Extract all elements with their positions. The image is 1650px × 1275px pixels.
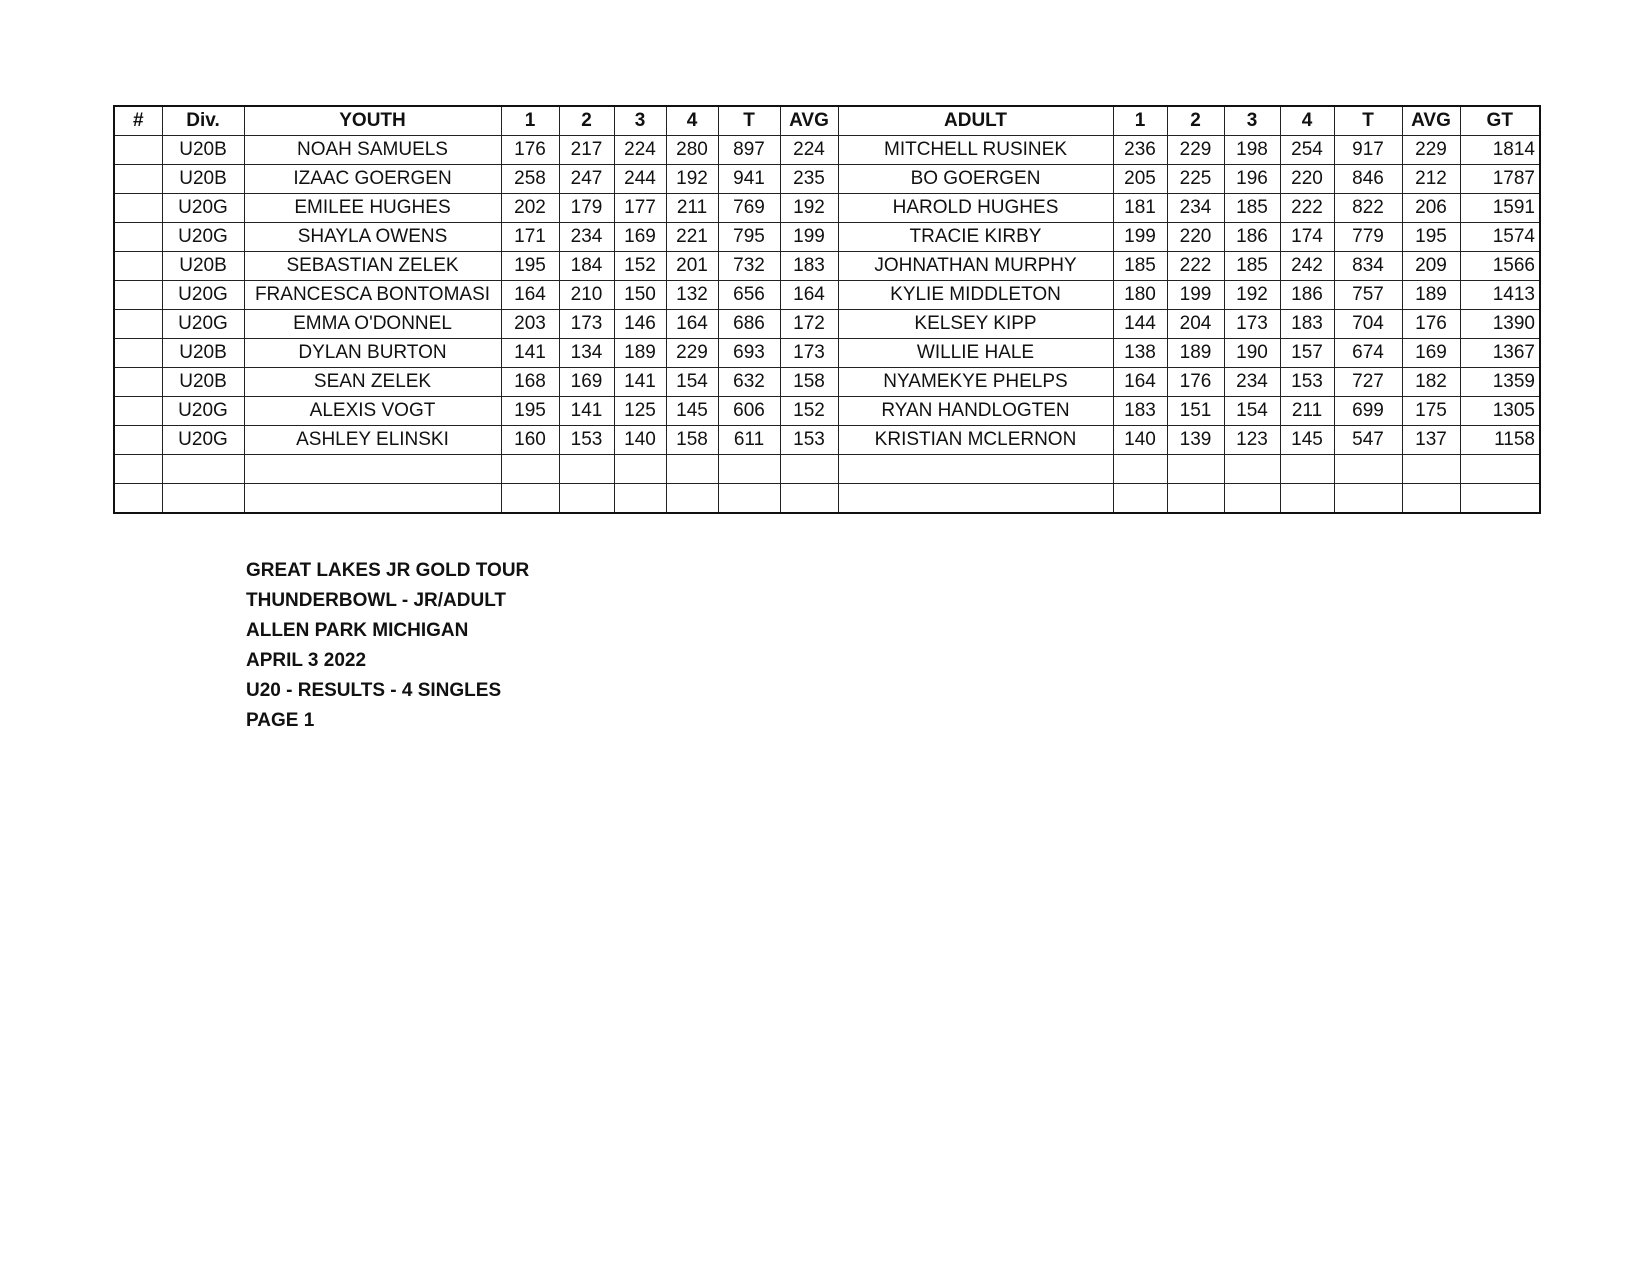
cell-youth-game-3 (614, 455, 666, 484)
cell-youth-game-4: 211 (666, 194, 718, 223)
cell-youth-game-2 (559, 455, 614, 484)
cell-adult-game-4: 157 (1280, 339, 1334, 368)
event-date: APRIL 3 2022 (246, 650, 367, 671)
cell-rank (114, 281, 162, 310)
cell-youth-name: EMILEE HUGHES (244, 194, 501, 223)
cell-adult-game-1: 236 (1113, 136, 1167, 165)
cell-adult-name: KYLIE MIDDLETON (838, 281, 1113, 310)
cell-youth-game-3 (614, 484, 666, 514)
cell-adult-game-1: 185 (1113, 252, 1167, 281)
cell-adult-game-3: 190 (1224, 339, 1280, 368)
header-adult-average: AVG (1402, 106, 1460, 136)
cell-adult-total: 917 (1334, 136, 1402, 165)
cell-adult-game-4 (1280, 484, 1334, 514)
cell-adult-game-4: 254 (1280, 136, 1334, 165)
cell-youth-name (244, 484, 501, 514)
cell-youth-game-4: 201 (666, 252, 718, 281)
cell-adult-game-3: 173 (1224, 310, 1280, 339)
cell-division: U20B (162, 252, 244, 281)
header-grand-total: GT (1460, 106, 1540, 136)
event-description: U20 - RESULTS - 4 SINGLES (246, 680, 502, 701)
cell-youth-name: ALEXIS VOGT (244, 397, 501, 426)
header-adult-game-4: 4 (1280, 106, 1334, 136)
cell-adult-name: KRISTIAN MCLERNON (838, 426, 1113, 455)
cell-youth-game-1 (501, 455, 559, 484)
cell-adult-average: 195 (1402, 223, 1460, 252)
cell-youth-name: SEAN ZELEK (244, 368, 501, 397)
cell-youth-name: FRANCESCA BONTOMASI (244, 281, 501, 310)
cell-adult-game-2: 220 (1167, 223, 1224, 252)
cell-division: U20G (162, 310, 244, 339)
cell-adult-total: 757 (1334, 281, 1402, 310)
cell-adult-game-4: 174 (1280, 223, 1334, 252)
table-row (114, 368, 1540, 397)
cell-adult-average (1402, 484, 1460, 514)
cell-rank (114, 223, 162, 252)
header-youth-game-2: 2 (559, 106, 614, 136)
cell-grand-total: 1787 (1460, 165, 1540, 194)
cell-youth-average: 199 (780, 223, 838, 252)
cell-adult-game-3 (1224, 484, 1280, 514)
cell-rank (114, 339, 162, 368)
cell-adult-name: BO GOERGEN (838, 165, 1113, 194)
cell-youth-name (244, 455, 501, 484)
cell-youth-total: 686 (718, 310, 780, 339)
cell-youth-total: 606 (718, 397, 780, 426)
cell-adult-total: 547 (1334, 426, 1402, 455)
cell-division: U20G (162, 397, 244, 426)
cell-adult-game-4: 211 (1280, 397, 1334, 426)
cell-adult-game-4: 153 (1280, 368, 1334, 397)
cell-youth-name: ASHLEY ELINSKI (244, 426, 501, 455)
cell-adult-game-1: 181 (1113, 194, 1167, 223)
cell-adult-game-1 (1113, 484, 1167, 514)
cell-youth-game-4: 192 (666, 165, 718, 194)
header-adult-game-2: 2 (1167, 106, 1224, 136)
event-venue: THUNDERBOWL - JR/ADULT (246, 590, 506, 611)
cell-youth-name: NOAH SAMUELS (244, 136, 501, 165)
cell-adult-name: JOHNATHAN MURPHY (838, 252, 1113, 281)
cell-rank (114, 484, 162, 514)
cell-youth-game-4: 132 (666, 281, 718, 310)
cell-adult-game-3: 123 (1224, 426, 1280, 455)
cell-adult-game-2: 234 (1167, 194, 1224, 223)
cell-adult-game-3: 198 (1224, 136, 1280, 165)
cell-adult-game-2 (1167, 484, 1224, 514)
cell-youth-game-3: 189 (614, 339, 666, 368)
cell-youth-game-4: 280 (666, 136, 718, 165)
cell-youth-total: 769 (718, 194, 780, 223)
cell-adult-game-3: 192 (1224, 281, 1280, 310)
cell-youth-game-1: 171 (501, 223, 559, 252)
cell-youth-average (780, 484, 838, 514)
cell-youth-game-4: 158 (666, 426, 718, 455)
cell-adult-total (1334, 484, 1402, 514)
cell-adult-name: HAROLD HUGHES (838, 194, 1113, 223)
cell-youth-game-1: 202 (501, 194, 559, 223)
cell-adult-game-3: 196 (1224, 165, 1280, 194)
cell-youth-game-2: 134 (559, 339, 614, 368)
cell-adult-average (1402, 455, 1460, 484)
cell-adult-average: 176 (1402, 310, 1460, 339)
cell-grand-total: 1591 (1460, 194, 1540, 223)
table-row (114, 426, 1540, 455)
cell-youth-name: IZAAC GOERGEN (244, 165, 501, 194)
cell-adult-total: 834 (1334, 252, 1402, 281)
cell-adult-game-2: 151 (1167, 397, 1224, 426)
cell-adult-game-3: 234 (1224, 368, 1280, 397)
cell-youth-game-1: 176 (501, 136, 559, 165)
cell-youth-game-2: 234 (559, 223, 614, 252)
cell-youth-game-2: 217 (559, 136, 614, 165)
header-youth-name: YOUTH (244, 106, 501, 136)
cell-youth-game-2: 173 (559, 310, 614, 339)
cell-adult-average: 169 (1402, 339, 1460, 368)
cell-adult-name: NYAMEKYE PHELPS (838, 368, 1113, 397)
cell-adult-average: 209 (1402, 252, 1460, 281)
cell-youth-game-3: 150 (614, 281, 666, 310)
cell-adult-game-1: 144 (1113, 310, 1167, 339)
cell-adult-average: 175 (1402, 397, 1460, 426)
cell-youth-game-3: 125 (614, 397, 666, 426)
cell-division: U20G (162, 194, 244, 223)
cell-adult-game-2: 176 (1167, 368, 1224, 397)
cell-grand-total: 1413 (1460, 281, 1540, 310)
table-row (114, 339, 1540, 368)
table-row (114, 223, 1540, 252)
cell-youth-total: 732 (718, 252, 780, 281)
cell-youth-game-3: 244 (614, 165, 666, 194)
page-number: PAGE 1 (246, 710, 315, 731)
table-header-row (114, 106, 1540, 136)
cell-youth-average: 172 (780, 310, 838, 339)
table-row (114, 281, 1540, 310)
table-body (114, 136, 1540, 514)
cell-youth-game-1: 195 (501, 252, 559, 281)
cell-adult-game-3 (1224, 455, 1280, 484)
cell-adult-name: RYAN HANDLOGTEN (838, 397, 1113, 426)
cell-youth-game-2: 169 (559, 368, 614, 397)
cell-adult-name: KELSEY KIPP (838, 310, 1113, 339)
cell-adult-total: 779 (1334, 223, 1402, 252)
cell-adult-game-2: 229 (1167, 136, 1224, 165)
cell-adult-name (838, 455, 1113, 484)
cell-adult-game-4: 220 (1280, 165, 1334, 194)
cell-adult-game-1: 140 (1113, 426, 1167, 455)
cell-rank (114, 310, 162, 339)
cell-youth-game-1: 164 (501, 281, 559, 310)
cell-adult-game-2: 199 (1167, 281, 1224, 310)
cell-youth-game-1: 160 (501, 426, 559, 455)
cell-adult-name (838, 484, 1113, 514)
cell-youth-game-2: 184 (559, 252, 614, 281)
cell-adult-total: 822 (1334, 194, 1402, 223)
event-location: ALLEN PARK MICHIGAN (246, 620, 469, 641)
cell-youth-game-2: 141 (559, 397, 614, 426)
cell-youth-average: 153 (780, 426, 838, 455)
cell-youth-name: SHAYLA OWENS (244, 223, 501, 252)
cell-youth-total: 897 (718, 136, 780, 165)
event-title: GREAT LAKES JR GOLD TOUR (246, 560, 530, 581)
cell-adult-average: 206 (1402, 194, 1460, 223)
cell-youth-average: 164 (780, 281, 838, 310)
table-row (114, 165, 1540, 194)
cell-adult-game-1: 164 (1113, 368, 1167, 397)
cell-division: U20B (162, 368, 244, 397)
cell-youth-game-1: 203 (501, 310, 559, 339)
header-adult-game-3: 3 (1224, 106, 1280, 136)
cell-adult-game-3: 186 (1224, 223, 1280, 252)
header-youth-total: T (718, 106, 780, 136)
cell-youth-game-1: 141 (501, 339, 559, 368)
cell-adult-name: TRACIE KIRBY (838, 223, 1113, 252)
cell-grand-total: 1305 (1460, 397, 1540, 426)
cell-youth-game-4 (666, 484, 718, 514)
cell-grand-total: 1574 (1460, 223, 1540, 252)
cell-division: U20G (162, 223, 244, 252)
cell-youth-total: 611 (718, 426, 780, 455)
header-adult-game-1: 1 (1113, 106, 1167, 136)
cell-youth-average: 235 (780, 165, 838, 194)
table-row (114, 484, 1540, 514)
cell-youth-game-4: 229 (666, 339, 718, 368)
cell-youth-average: 224 (780, 136, 838, 165)
cell-adult-game-2: 225 (1167, 165, 1224, 194)
cell-grand-total (1460, 484, 1540, 514)
cell-adult-game-2 (1167, 455, 1224, 484)
cell-youth-total: 693 (718, 339, 780, 368)
cell-youth-game-3: 152 (614, 252, 666, 281)
cell-rank (114, 136, 162, 165)
cell-youth-game-1: 195 (501, 397, 559, 426)
cell-adult-game-4: 222 (1280, 194, 1334, 223)
table-row (114, 397, 1540, 426)
table-row (114, 310, 1540, 339)
cell-youth-game-2: 153 (559, 426, 614, 455)
cell-youth-total (718, 484, 780, 514)
cell-youth-game-3: 177 (614, 194, 666, 223)
table-row (114, 194, 1540, 223)
cell-youth-average: 158 (780, 368, 838, 397)
cell-youth-total: 795 (718, 223, 780, 252)
cell-grand-total: 1814 (1460, 136, 1540, 165)
cell-youth-name: SEBASTIAN ZELEK (244, 252, 501, 281)
cell-rank (114, 194, 162, 223)
cell-youth-game-4: 221 (666, 223, 718, 252)
cell-youth-total: 632 (718, 368, 780, 397)
cell-rank (114, 252, 162, 281)
cell-adult-game-1: 183 (1113, 397, 1167, 426)
cell-adult-average: 182 (1402, 368, 1460, 397)
cell-adult-game-4: 242 (1280, 252, 1334, 281)
cell-rank (114, 426, 162, 455)
cell-youth-game-4: 164 (666, 310, 718, 339)
cell-grand-total: 1367 (1460, 339, 1540, 368)
cell-adult-game-2: 204 (1167, 310, 1224, 339)
header-youth-game-4: 4 (666, 106, 718, 136)
cell-youth-game-4: 154 (666, 368, 718, 397)
cell-youth-average: 192 (780, 194, 838, 223)
cell-adult-game-4: 145 (1280, 426, 1334, 455)
cell-adult-total: 727 (1334, 368, 1402, 397)
event-info (246, 556, 529, 736)
cell-youth-game-1: 258 (501, 165, 559, 194)
cell-youth-game-2: 179 (559, 194, 614, 223)
cell-youth-game-3: 224 (614, 136, 666, 165)
cell-adult-total: 846 (1334, 165, 1402, 194)
cell-adult-total (1334, 455, 1402, 484)
cell-grand-total: 1390 (1460, 310, 1540, 339)
cell-youth-average (780, 455, 838, 484)
cell-youth-total (718, 455, 780, 484)
cell-adult-game-2: 222 (1167, 252, 1224, 281)
cell-division: U20B (162, 339, 244, 368)
cell-division: U20B (162, 136, 244, 165)
cell-youth-game-3: 146 (614, 310, 666, 339)
cell-adult-total: 704 (1334, 310, 1402, 339)
cell-adult-average: 137 (1402, 426, 1460, 455)
cell-adult-total: 674 (1334, 339, 1402, 368)
cell-youth-game-4 (666, 455, 718, 484)
cell-division (162, 484, 244, 514)
cell-youth-game-3: 141 (614, 368, 666, 397)
header-adult-name: ADULT (838, 106, 1113, 136)
cell-adult-name: WILLIE HALE (838, 339, 1113, 368)
cell-adult-game-1: 205 (1113, 165, 1167, 194)
cell-youth-average: 183 (780, 252, 838, 281)
cell-adult-average: 229 (1402, 136, 1460, 165)
cell-youth-game-1: 168 (501, 368, 559, 397)
header-division: Div. (162, 106, 244, 136)
cell-youth-total: 656 (718, 281, 780, 310)
cell-adult-game-1 (1113, 455, 1167, 484)
cell-division: U20G (162, 281, 244, 310)
cell-youth-game-1 (501, 484, 559, 514)
cell-adult-game-2: 139 (1167, 426, 1224, 455)
cell-adult-game-2: 189 (1167, 339, 1224, 368)
cell-youth-game-2 (559, 484, 614, 514)
cell-rank (114, 165, 162, 194)
cell-youth-game-3: 169 (614, 223, 666, 252)
cell-adult-game-3: 154 (1224, 397, 1280, 426)
cell-rank (114, 455, 162, 484)
cell-division: U20G (162, 426, 244, 455)
cell-youth-game-2: 247 (559, 165, 614, 194)
cell-adult-game-3: 185 (1224, 194, 1280, 223)
cell-youth-name: EMMA O'DONNEL (244, 310, 501, 339)
cell-youth-average: 152 (780, 397, 838, 426)
cell-youth-game-3: 140 (614, 426, 666, 455)
cell-adult-game-3: 185 (1224, 252, 1280, 281)
results-table (113, 105, 1541, 514)
cell-grand-total: 1566 (1460, 252, 1540, 281)
table-row (114, 252, 1540, 281)
header-adult-total: T (1334, 106, 1402, 136)
cell-adult-game-4: 183 (1280, 310, 1334, 339)
table-row (114, 136, 1540, 165)
cell-adult-average: 212 (1402, 165, 1460, 194)
cell-youth-game-2: 210 (559, 281, 614, 310)
cell-youth-average: 173 (780, 339, 838, 368)
cell-youth-game-4: 145 (666, 397, 718, 426)
cell-grand-total: 1158 (1460, 426, 1540, 455)
cell-adult-average: 189 (1402, 281, 1460, 310)
cell-adult-game-4: 186 (1280, 281, 1334, 310)
cell-rank (114, 368, 162, 397)
header-youth-average: AVG (780, 106, 838, 136)
cell-division: U20B (162, 165, 244, 194)
cell-grand-total: 1359 (1460, 368, 1540, 397)
header-youth-game-1: 1 (501, 106, 559, 136)
header-youth-game-3: 3 (614, 106, 666, 136)
cell-adult-name: MITCHELL RUSINEK (838, 136, 1113, 165)
cell-youth-total: 941 (718, 165, 780, 194)
cell-rank (114, 397, 162, 426)
table-row (114, 455, 1540, 484)
cell-division (162, 455, 244, 484)
header-rank: # (114, 106, 162, 136)
cell-youth-name: DYLAN BURTON (244, 339, 501, 368)
cell-adult-total: 699 (1334, 397, 1402, 426)
cell-adult-game-4 (1280, 455, 1334, 484)
cell-grand-total (1460, 455, 1540, 484)
cell-adult-game-1: 199 (1113, 223, 1167, 252)
cell-adult-game-1: 180 (1113, 281, 1167, 310)
cell-adult-game-1: 138 (1113, 339, 1167, 368)
